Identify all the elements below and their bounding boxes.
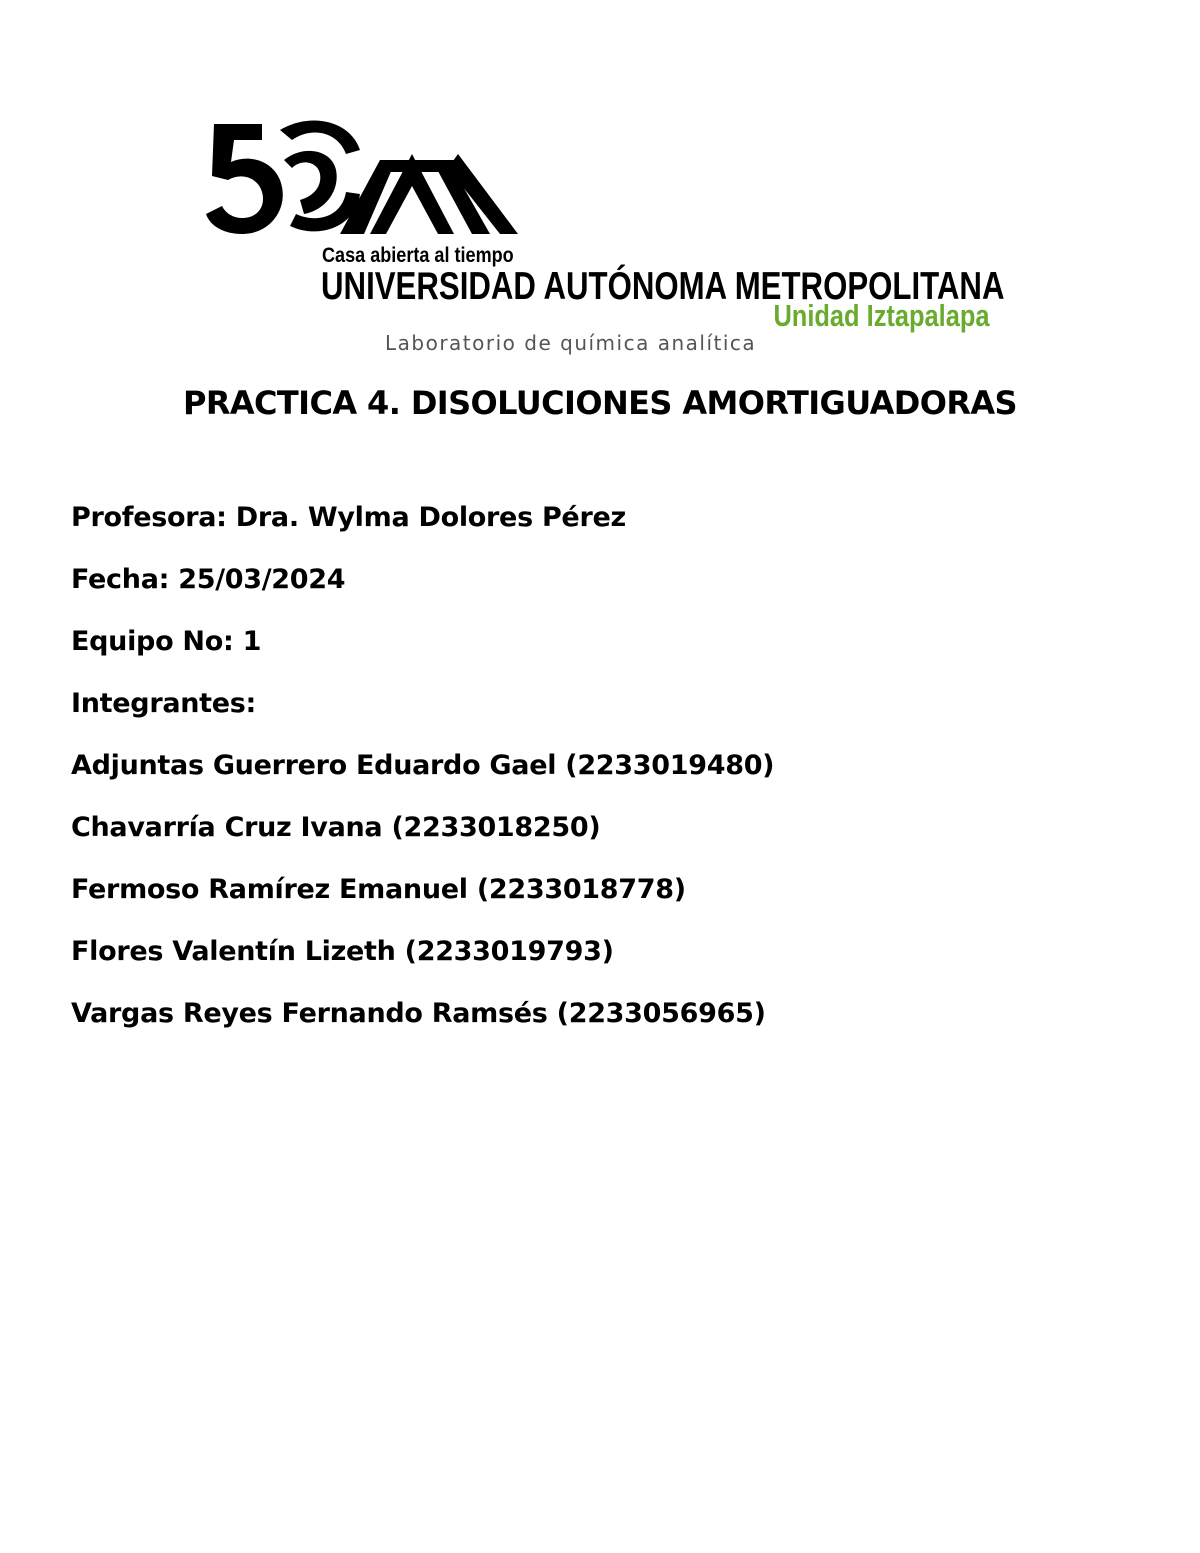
member-item: Adjuntas Guerrero Eduardo Gael (2233019480) [71, 750, 775, 781]
logo-unit-name: Unidad Iztapalapa [773, 298, 990, 333]
university-logo [200, 110, 1005, 360]
members-heading [71, 684, 1151, 746]
team-value: 1 [242, 626, 262, 657]
team-line [71, 622, 1151, 684]
member-item: Chavarría Cruz Ivana (2233018250) [71, 812, 601, 843]
logo-tagline: Casa abierta al tiempo [322, 244, 514, 267]
date-line [71, 560, 1151, 622]
member-item: Fermoso Ramírez Emanuel (2233018778) [71, 874, 686, 905]
info-list [71, 498, 1151, 1056]
team-label: Equipo No: [71, 626, 234, 657]
date-label: Fecha: [71, 564, 170, 595]
professor-line [71, 498, 1151, 560]
member-item: Flores Valentín Lizeth (2233019793) [71, 936, 614, 967]
date-value: 25/03/2024 [178, 564, 346, 595]
lab-name: Laboratorio de química analítica [385, 331, 757, 355]
uam-50-logo-mark [200, 110, 530, 240]
members-label: Integrantes: [71, 688, 257, 719]
document-title: PRACTICA 4. DISOLUCIONES AMORTIGUADORAS [182, 384, 1017, 422]
member-item: Vargas Reyes Fernando Ramsés (2233056965) [71, 998, 766, 1029]
logo-university-name: UNIVERSIDAD AUTÓNOMA METROPOLITANA [321, 265, 1005, 308]
professor-label: Profesora: [71, 502, 227, 533]
professor-value: Dra. Wylma Dolores Pérez [235, 502, 626, 533]
